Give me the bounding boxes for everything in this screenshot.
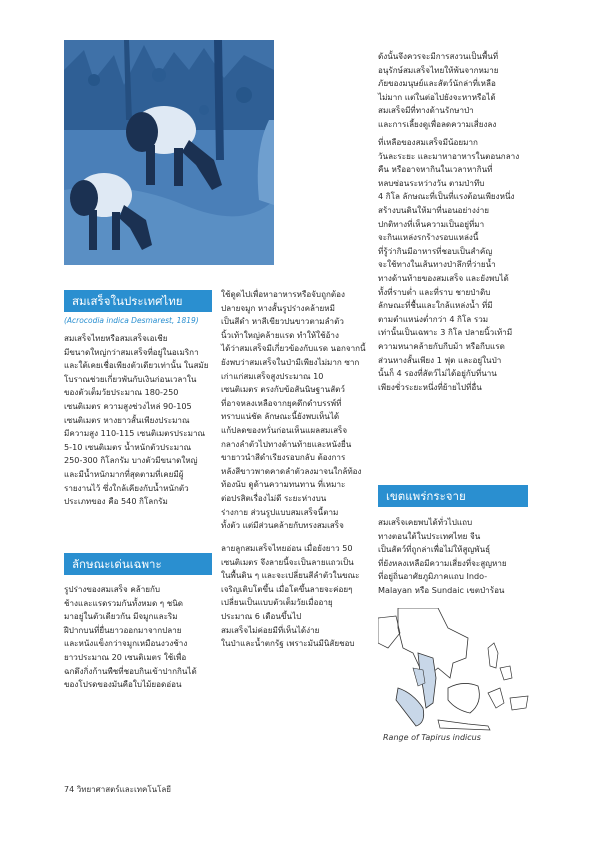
section-heading-tapir-in-thailand: สมเสร็จในประเทศไทย [64, 290, 212, 312]
tapir-photo [64, 40, 274, 265]
text-line: อนุรักษ์สมเสร็จไทยให้พ้นจากหมาย [378, 64, 499, 75]
text-line: ฝีปากบนที่ยื่นยาวออกมาจากปลาย [64, 624, 182, 635]
text-line: และการเลี้ยงดูเพื่อลดความเสี่ยงลง [378, 118, 497, 129]
text-line: ลายลูกสมเสร็จไทยอ่อน เมื่อยังยาว 50 [221, 543, 353, 553]
map-caption [383, 733, 481, 742]
text-line: 250-300 กิโลกรัม บางตัวมีขนาดใหญ่ [64, 455, 198, 466]
text-line: ได้ว่าสมเสร็จมีเกี่ยวข้องกับแรด นอกจากนี้ [221, 343, 366, 354]
text-line: เท่านั้นเป็นเฉพาะ 3 กิโล ปลายนิ้วเท้ามี [378, 327, 513, 338]
text-line: ปกติทางที่เห็นความเป็นอยู่ที่มา [378, 218, 485, 229]
text-line: ประมาณ 6 เดือนขึ้นไป [221, 610, 302, 621]
text-line: ของตัวเต็มวัยประมาณ 180-250 [64, 387, 179, 398]
text-line: ทั้งที่ราบต่ำ และที่ราบ ชายป่าดิบ [378, 286, 491, 297]
text-line: ยังพบว่าสมเสร็จในป่ามีเพียงไม่มาก ซาก [221, 356, 360, 367]
column3-paragraph-distribution [378, 516, 528, 598]
text-line: สร้างบนดินให้มาที่นอนอย่างง่าย [378, 204, 490, 215]
text-line: สมเสร็จมีที่ทางด้านรักษาป่า [378, 105, 474, 116]
text-line: ดังนั้นจึงควรจะมีการสงวนเป็นพื้นที่ [378, 51, 499, 61]
text-line: รูปร่างของสมเสร็จ คล้ายกับ [64, 584, 161, 594]
text-line: นั้นก็ 4 รองที่สัตว์ไม่ได้อยู่กับที่นาน [378, 368, 497, 379]
text-line: ฉกดึงกิ่งก้านพืชที่ชอบกินเข้าปากกินได้ [64, 665, 197, 676]
text-line: กลางลำตัวไปทางด้านท้ายและหนังยื่น [221, 438, 352, 449]
text-line: ขายาวนำสีดำเรียงรอบกลับ ต้องการ [221, 452, 346, 463]
text-line: Malayan หรือ Sundaic เขตป่าร้อน [378, 584, 505, 595]
text-line: สมเสร็จไม่ค่อยมีที่เห็นได้ง่าย [221, 624, 320, 635]
text-line: ในป่าและน้ำตกรัฐ เพราะมันมีนิสัยชอบ [221, 638, 355, 649]
text-line: ที่รู้ว่ากินมีอาหารที่ชอบเป็นสำคัญ [378, 245, 493, 256]
text-line: ทางด้านท้ายของสมเสร็จ และยังพบได้ [378, 272, 509, 283]
text-line: ที่ยังหลงเหลือมีความเสี่ยงที่จะสูญหาย [378, 557, 507, 568]
column3-paragraph-habitat [378, 136, 528, 394]
text-line: ประเภทของ คือ 540 กิโลกรัม [64, 496, 168, 507]
text-line: เพียงชั่วระยะหนึ่งที่ย้ายไปที่อื่น [378, 381, 482, 392]
text-line: ในพื้นดิน ๆ และจะเปลี่ยนสีลำตัวในขณะ [221, 570, 360, 581]
text-line: เป็นสีดำ หาสีเขียวปนขาวตามลำตัว [221, 316, 344, 327]
text-line: 5-10 เซนติเมตร น้ำหนักตัวประมาณ [64, 441, 192, 452]
text-line: ส่วนหางสั้นเพียง 1 ฟุต และอยู่ในป่า [378, 354, 502, 365]
text-line: สมเสร็จไทยหรือสมเสร็จเอเชีย [64, 333, 168, 343]
text-line: ความหนาคล้ายกับกีบม้า หรือกีบแรด [378, 340, 505, 351]
text-line: มีความสูง 110-115 เซนติเมตรประมาณ [64, 428, 206, 439]
text-line: เซนติเมตร ความสูงช่วงไหล่ 90-105 [64, 400, 192, 411]
text-line: ช้างและแรดรวมกันทั้งหมด ๆ ชนิด [64, 597, 183, 608]
text-line: ท้องนับ ดูด้านความทนทาน ที่เหมาะ [221, 479, 346, 490]
text-line: ของโปรดของมันคือใบไม้ยอดอ่อน [64, 679, 182, 690]
text-line: ใช้ดูดไปเพื่อหาอาหารหรือจับถูกต้อง [221, 289, 345, 299]
text-line: เซนติเมตร ตรงกับข้อสันนิษฐานสัตว์ [221, 384, 345, 395]
text-line: หลังสีขาวพาดคาดลำตัวลงมาจนใกล้ท้อง [221, 465, 362, 476]
column2-paragraph-description [221, 288, 369, 533]
column1-paragraph-intro [64, 332, 212, 509]
text-line: ทั้งตัว แต่มีส่วนคล้ายกับทรงสมเสร็จ [221, 520, 344, 531]
text-line: ปลายจมูก หางสั้นรูปร่างคล้ายหมี [221, 302, 335, 313]
text-line: เซนติเมตร หางยาวสั้นเพียงประมาณ [64, 414, 190, 425]
text-line: และมีน้ำหนักมากที่สุดตามที่เคยมีผู้ [64, 468, 184, 479]
tapir-photo-illustration [64, 40, 274, 265]
text-line: ยาวประมาณ 20 เซนติเมตร ใช้เพื่อ [64, 651, 187, 662]
text-line: ที่เหลือของสมเสร็จมีน้อยมาก [378, 137, 478, 147]
column1-paragraph-features [64, 583, 212, 692]
section-heading-distinctive-features: ลักษณะเด่นเฉพาะ [64, 553, 212, 575]
text-line: เจริญเติบโตขึ้น เมื่อโตขึ้นลายจะค่อยๆ [221, 583, 353, 594]
text-line: นิ้วเท้าใหญ่คล้ายแรด ทำให้ใช้อ้าง [221, 329, 339, 340]
range-map [378, 608, 530, 733]
section-heading-distribution: เขตแพร่กระจาย [378, 485, 528, 507]
text-line: จะกินแหล่งรกร้างรอบแหล่งนี้ [378, 232, 479, 243]
page-footer: 74 วิทยาศาสตร์และเทคโนโลยี [64, 785, 171, 794]
text-line: เซนติเมตร จึงลายนี้จะเป็นลายแถวเป็น [221, 556, 354, 567]
text-line: หลบซ่อนระหว่างวัน ตามป่าทึบ [378, 177, 485, 188]
text-line: ต่อปรสิตเรื่องไม่ดี ระยะห่างบน [221, 492, 327, 503]
southeast-asia-map [378, 608, 530, 733]
map-caption-prefix: Range of [383, 733, 422, 742]
text-line: เปลี่ยนเป็นแบบตัวเต็มวัยเมื่ออายุ [221, 597, 333, 608]
text-line: เป็นสัตว์ที่ถูกล่าเพื่อไม่ให้สูญพันธุ์ [378, 544, 491, 555]
text-line: ลักษณะที่ชื้นและใกล้แหล่งน้ำ ที่มี [378, 300, 493, 311]
text-line: มาอยู่ในตัวเดียวกัน มีจมูกและริม [64, 611, 178, 622]
text-line: วันละระยะ และมาหาอาหารในตอนกลาง [378, 150, 520, 161]
text-line: เก่าแก่สมเสร็จสูงประมาณ 10 [221, 370, 324, 381]
text-line: และใต้เคยเชื่อเพียงตัวเดียวเท่านั้น ในสมัย [64, 360, 209, 371]
text-line: ร่างกาย ส่วนรูปแบบสมเสร็จนี้ตาม [221, 506, 339, 517]
column3-paragraph-conservation [378, 50, 528, 132]
text-line: รายงานไว้ ซึ่งใกล้เคียงกับน้ำหนักตัว [64, 482, 189, 493]
column2-paragraph-young-tapir [221, 542, 369, 651]
text-line: ภัยของมนุษย์และสัตว์นักล่าที่เหลือ [378, 78, 496, 89]
text-line: และหนังแข็งกว่าจมูกเหมือนงวงช้าง [64, 638, 188, 649]
text-line: ทางตอนใต้ในประเทศไทย จีน [378, 530, 481, 541]
text-line: ไม่มาก แต่ในต่อไปยังจะหาหรือได้ [378, 91, 496, 102]
text-line: แก้ปลดของหวั่นก่อนเห็นแผลสมเสร็จ [221, 424, 348, 435]
text-line: ที่อยู่ถิ่นอาศัยภูมิภาคแถบ Indo- [378, 571, 488, 582]
map-caption-species: Tapirus indicus [421, 733, 481, 742]
text-line: โบราณช่วยเกี่ยวพันกับเงินก่อนเวลาใน [64, 373, 197, 384]
text-line: ที่อาจหลงเหลือจากยุคดึกดำบรรพ์ที่ [221, 397, 342, 408]
text-line: 4 กิโล ลักษณะที่เป็นที่แรงต้อนเพียงหนึ่ง [378, 191, 515, 202]
text-line: ทราบแน่ชัด ลักษณะนี้ยังพบเห็นได้ [221, 411, 340, 422]
text-line: มีขนาดใหญ่กว่าสมเสร็จที่อยู่ในอเมริกา [64, 346, 199, 357]
section-subheading-scientific-name: (Acrocodia indica Desmarest, 1819) [64, 316, 199, 325]
text-line: จะใช้ทางในเส้นทางป่าลึกที่ว่ายน้ำ [378, 259, 496, 270]
text-line: สมเสร็จเคยพบได้ทั่วไปแถบ [378, 517, 473, 527]
text-line: ตามตำแหน่งต่ำกว่า 4 กิโล รวม [378, 313, 489, 324]
text-line: คืน หรืออาจหากินในเวลาหากินที่ [378, 164, 493, 175]
